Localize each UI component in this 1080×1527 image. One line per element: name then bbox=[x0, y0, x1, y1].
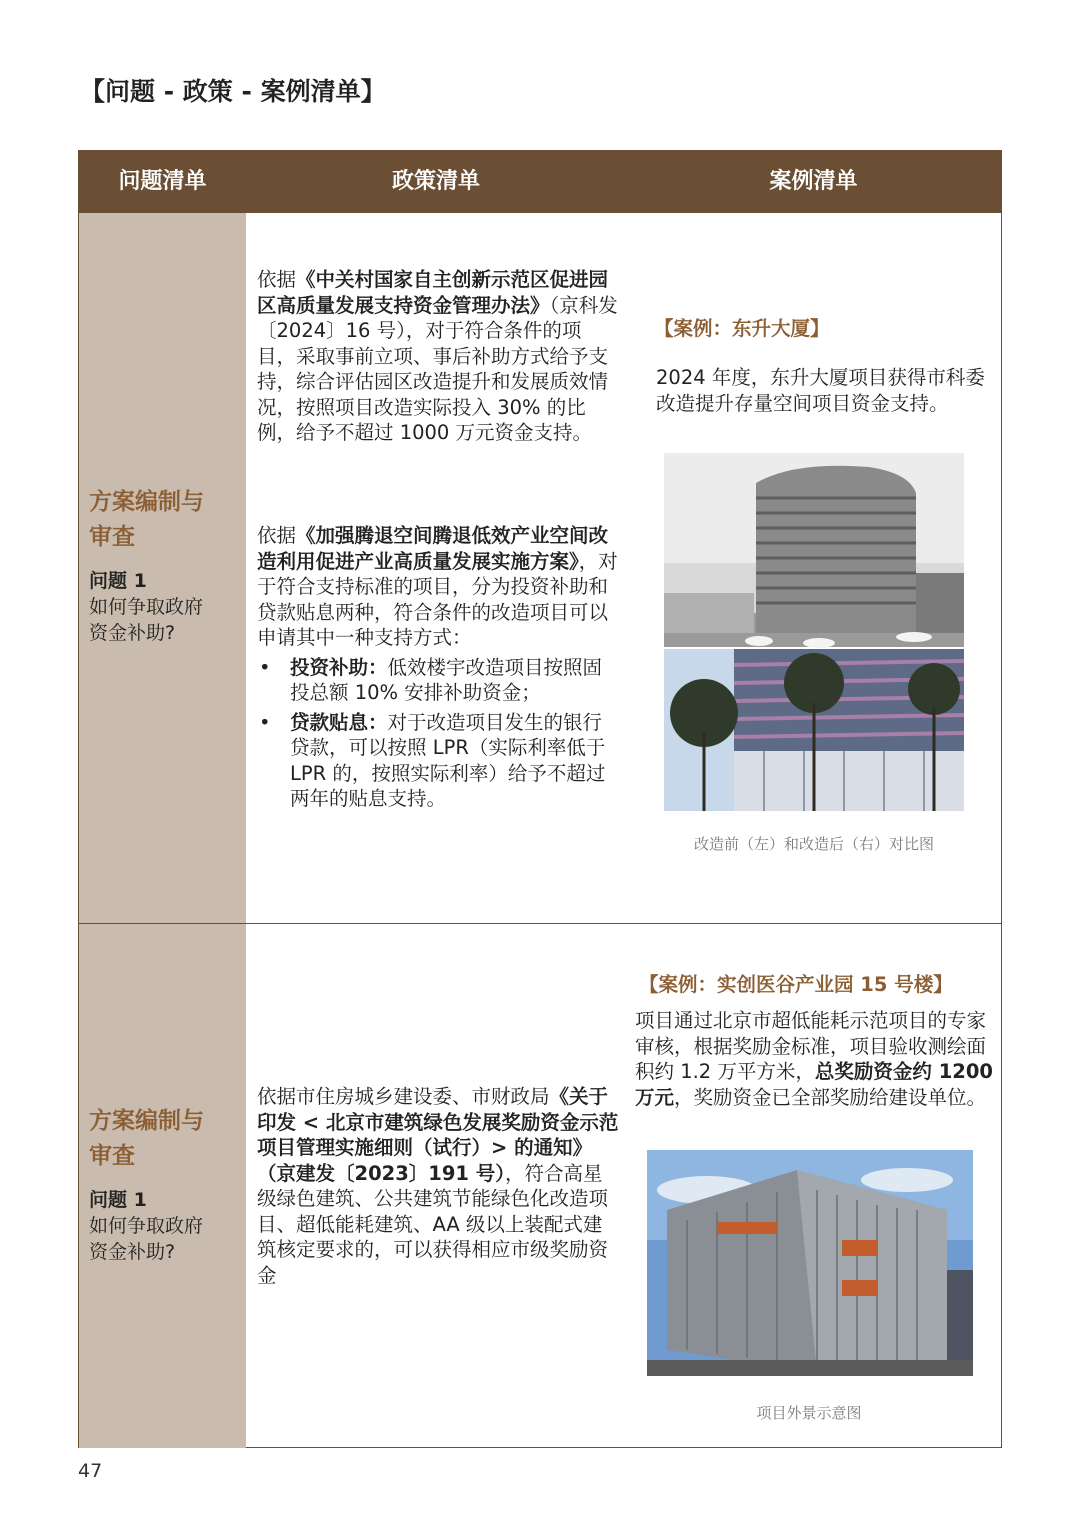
header-cases: 案例清单 bbox=[769, 169, 858, 194]
table-row bbox=[79, 924, 1001, 1448]
header-policies: 政策清单 bbox=[391, 169, 480, 194]
table-header bbox=[79, 151, 1001, 213]
policy-text-1: 依据《中关村国家自主创新示范区促进园区高质量发展支持资金管理办法》（京科发〔2024〕16 号），对于符合条件的项目，采取事前立项、事后补助方式给予支持，综合评估园区改造提升和发展质效情况，按照项目改造实际投入 30% 的比例，给予不超过 1000 万元资金支持。 bbox=[257, 268, 618, 444]
case-title: 【案例：实创医谷产业园 15 号楼】 bbox=[639, 973, 953, 996]
issue-cell bbox=[79, 924, 246, 1448]
issue-question: 问题 1 如何争取政府 资金补助? bbox=[89, 570, 204, 644]
building-exterior-photo bbox=[647, 1150, 973, 1376]
table-row bbox=[79, 213, 1001, 924]
policy-title: 《加强腾退空间腾退低效产业空间改造利用促进产业高质量发展实施方案》 bbox=[257, 524, 609, 573]
issue-question: 问题 1 如何争取政府 资金补助? bbox=[89, 1189, 204, 1263]
issue-title: 方案编制与 审查 bbox=[89, 1108, 204, 1169]
page-title: 【问题 - 政策 - 案例清单】 bbox=[80, 77, 386, 106]
list-item: • 投资补助：低效楼宇改造项目按照固投总额 10% 安排补助资金； bbox=[259, 655, 603, 704]
photo-caption: 改造前（左）和改造后（右）对比图 bbox=[693, 835, 934, 853]
case-text: 项目通过北京市超低能耗示范项目的专家审核，根据奖励金标准，项目验收测绘面积约 1.2 万平方米，总奖励资金约 1200 万元，奖励资金已全部奖励给建设单位。 bbox=[635, 1009, 993, 1109]
photo-caption: 项目外景示意图 bbox=[756, 1404, 862, 1422]
building-photo-image bbox=[664, 453, 964, 811]
list-item: • 贷款贴息：对于改造项目发生的银行贷款，可以按照 LPR（实际利率低于 LPR 的，按照实际利率）给予不超过两年的贴息支持。 bbox=[259, 710, 606, 810]
support-methods-list bbox=[257, 655, 619, 812]
issue-cell bbox=[79, 213, 246, 923]
building-comparison-photo bbox=[664, 453, 964, 811]
building-exterior-image bbox=[647, 1150, 973, 1376]
policy-case-table bbox=[78, 150, 1002, 1448]
page-number: 47 bbox=[78, 1460, 103, 1482]
header-issues: 问题清单 bbox=[118, 169, 207, 194]
policy-title: 《中关村国家自主创新示范区促进园区高质量发展支持资金管理办法》 bbox=[257, 268, 609, 317]
issue-title: 方案编制与 审查 bbox=[89, 489, 204, 550]
case-text: 2024 年度，东升大厦项目获得市科委改造提升存量空间项目资金支持。 bbox=[656, 366, 985, 415]
policy-text: 依据市住房城乡建设委、市财政局《关于印发 < 北京市建筑绿色发展奖励资金示范项目管理实施细则（试行）> 的通知》（京建发〔2023〕191 号），符合高星级绿色建筑、公共建筑节能绿色化改造项目、超低能耗建筑、AA 级以上装配式建筑核定要求的，可以获得相应市级奖励资金 bbox=[257, 1085, 619, 1287]
policy-text-2: 依据《加强腾退空间腾退低效产业空间改造利用促进产业高质量发展实施方案》，对于符合支持标准的项目，分为投资补助和贷款贴息两种，符合条件的改造项目可以申请其中一种支持方式： • 投资补助：低效楼宇改造项目按照固投总额 10% 安排补助资金； • 贷款贴息：对于改造项目发生的银行贷款，可以按照 LPR（实际利率低于 LPR 的，按照实际利率）给予不超过两年的贴息支持。 bbox=[257, 524, 618, 810]
policy-title: 《关于印发 < 北京市建筑绿色发展奖励资金示范项目管理实施细则（试行）> 的通知》（京建发〔2023〕191 号） bbox=[257, 1085, 619, 1185]
case-title: 【案例：东升大厦】 bbox=[654, 317, 830, 340]
